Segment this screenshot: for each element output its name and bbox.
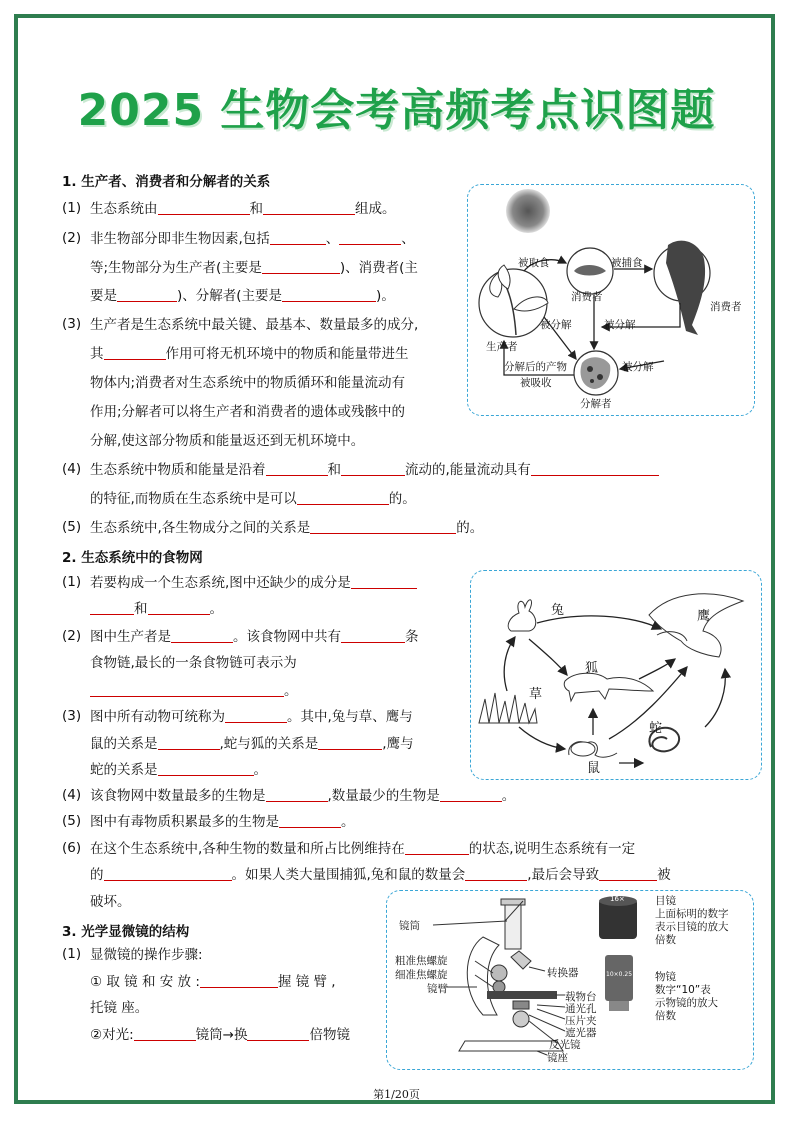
answer-blank[interactable] bbox=[158, 761, 254, 776]
answer-blank[interactable] bbox=[262, 259, 340, 274]
label-eaten: 被取食 bbox=[518, 257, 550, 269]
s2-q1-number: (1) bbox=[62, 574, 82, 590]
bird-icon bbox=[666, 241, 705, 335]
s2-q4-line: 该食物网中数量最多的生物是 ,数量最少的生物是 。 bbox=[90, 788, 516, 804]
label-decomposer: 分解者 bbox=[580, 398, 612, 410]
label-decomposed-3: 被分解 bbox=[622, 361, 654, 373]
label-arm: 镜臂 bbox=[427, 983, 448, 995]
s2-q6-number: (6) bbox=[62, 840, 82, 856]
answer-blank[interactable] bbox=[225, 708, 287, 723]
converter-icon bbox=[511, 951, 531, 969]
answer-blank[interactable] bbox=[279, 813, 341, 828]
s1-q2-line-2: 等;生物部分为生产者(主要是 )、消费者(主 bbox=[90, 260, 418, 276]
label-eagle: 鹰 bbox=[697, 609, 711, 624]
s1-q3-line-3: 物体内;消费者对生态系统中的物质循环和能量流动有 bbox=[90, 375, 406, 391]
s2-q2-line-1: 图中生产者是 。该食物网中共有 条 bbox=[90, 629, 419, 645]
label-fine-focus: 细准焦螺旋 bbox=[395, 969, 448, 981]
answer-blank[interactable] bbox=[104, 345, 166, 360]
answer-blank[interactable] bbox=[263, 200, 355, 215]
answer-blank[interactable] bbox=[310, 519, 456, 534]
eyepiece-note: 目镜 上面标明的数字 表示目镜的放大 倍数 bbox=[655, 895, 729, 946]
objective-note: 物镜 数字“10”表 示物镜的放大 倍数 bbox=[655, 971, 718, 1022]
s3-q1-line-3: 托镜 座。 bbox=[90, 1000, 149, 1016]
label-rabbit: 兔 bbox=[551, 603, 565, 618]
objective-mark: 10×0.25 bbox=[606, 971, 633, 978]
label-producer: 生产者 bbox=[486, 341, 518, 353]
answer-blank[interactable] bbox=[148, 600, 210, 615]
s2-q3-number: (3) bbox=[62, 708, 82, 724]
label-diaphragm: 遮光器 bbox=[565, 1027, 597, 1039]
mirror-icon bbox=[513, 1011, 529, 1027]
microscope-stage bbox=[487, 991, 557, 999]
s2-q4-number: (4) bbox=[62, 787, 82, 803]
fungi-icon bbox=[581, 357, 611, 389]
label-converter: 转换器 bbox=[547, 967, 579, 979]
rabbit-icon bbox=[508, 600, 536, 631]
s1-q3-number: (3) bbox=[62, 316, 82, 332]
answer-blank[interactable] bbox=[200, 973, 278, 988]
s2-q2-line-3: 。 bbox=[90, 682, 298, 700]
section-3-heading: 3. 光学显微镜的结构 bbox=[62, 924, 190, 940]
s1-q4-line-1: 生态系统中物质和能量是沿着 和 流动的,能量流动具有 bbox=[90, 461, 659, 479]
answer-blank[interactable] bbox=[247, 1026, 309, 1041]
s1-q5-number: (5) bbox=[62, 519, 82, 535]
label-coarse-focus: 粗准焦螺旋 bbox=[395, 955, 448, 967]
section-1-heading: 1. 生产者、消费者和分解者的关系 bbox=[62, 174, 271, 190]
s1-q4-number: (4) bbox=[62, 461, 82, 477]
answer-blank[interactable] bbox=[270, 230, 326, 245]
answer-blank[interactable] bbox=[339, 230, 401, 245]
answer-blank[interactable] bbox=[440, 787, 502, 802]
label-tube: 镜筒 bbox=[399, 920, 420, 932]
microscope-tube bbox=[505, 901, 521, 949]
label-clip: 压片夹 bbox=[565, 1015, 597, 1027]
label-decomposed-2: 被分解 bbox=[604, 319, 636, 331]
s3-q1-line-4: ②对光: 镜筒→换 倍物镜 bbox=[90, 1027, 350, 1043]
s2-q5-number: (5) bbox=[62, 813, 82, 829]
ecosystem-cycle-figure bbox=[467, 184, 755, 416]
answer-blank[interactable] bbox=[158, 735, 220, 750]
label-light-hole: 通光孔 bbox=[565, 1003, 597, 1015]
answer-blank[interactable] bbox=[531, 461, 659, 476]
page-number: 第1/20页 bbox=[373, 1088, 420, 1101]
s2-q1-line-2: 和 。 bbox=[90, 600, 223, 618]
s2-q2-line-2: 食物链,最长的一条食物链可表示为 bbox=[90, 655, 297, 671]
s2-q3-line-2: 鼠的关系是 ,蛇与狐的关系是 ,鹰与 bbox=[90, 736, 414, 752]
label-absorbed: 被吸收 bbox=[520, 377, 552, 389]
answer-blank[interactable] bbox=[266, 461, 328, 476]
fox-icon bbox=[564, 673, 653, 701]
s1-q3-line-5: 分解,使这部分物质和能量返还到无机环境中。 bbox=[90, 433, 365, 449]
section-2-heading: 2. 生态系统中的食物网 bbox=[62, 550, 203, 566]
eyepiece-mark: 16× bbox=[610, 895, 625, 903]
s2-q3-line-3: 蛇的关系是 。 bbox=[90, 762, 267, 778]
answer-blank[interactable] bbox=[90, 600, 134, 615]
objective-icon bbox=[605, 955, 633, 1001]
label-stage: 载物台 bbox=[565, 991, 597, 1003]
label-consumer-2: 消费者 bbox=[710, 301, 742, 313]
answer-blank[interactable] bbox=[171, 628, 233, 643]
answer-blank[interactable] bbox=[318, 735, 382, 750]
answer-blank[interactable] bbox=[297, 490, 389, 505]
s1-q3-line-2: 其 作用可将无机环境中的物质和能量带进生 bbox=[90, 346, 409, 362]
food-web-figure bbox=[470, 570, 762, 780]
eagle-icon bbox=[649, 594, 743, 657]
label-mirror: 反光镜 bbox=[549, 1039, 581, 1051]
answer-blank[interactable] bbox=[104, 866, 232, 881]
label-product: 分解后的产物 bbox=[504, 361, 567, 373]
s2-q6-line-2: 的 。如果人类大量围捕狐,兔和鼠的数量会 ,最后会导致 被 bbox=[90, 867, 671, 883]
page-title: 2025 生物会考高频考点识图题 bbox=[77, 85, 716, 136]
caterpillar-icon bbox=[574, 265, 606, 276]
label-snake: 蛇 bbox=[649, 721, 663, 736]
answer-blank[interactable] bbox=[465, 866, 527, 881]
s2-q6-line-1: 在这个生态系统中,各种生物的数量和所占比例维持在 的状态,说明生态系统有一定 bbox=[90, 841, 636, 857]
s1-q4-line-2: 的特征,而物质在生态系统中是可以 的。 bbox=[90, 491, 416, 507]
answer-blank[interactable] bbox=[158, 200, 250, 215]
label-grass: 草 bbox=[529, 687, 543, 702]
answer-blank[interactable] bbox=[341, 628, 405, 643]
answer-blank[interactable] bbox=[117, 287, 177, 302]
answer-blank[interactable] bbox=[90, 682, 284, 697]
s2-q5-line: 图中有毒物质积累最多的生物是 。 bbox=[90, 814, 355, 830]
answer-blank[interactable] bbox=[599, 866, 657, 881]
label-consumer-1: 消费者 bbox=[571, 291, 603, 303]
s2-q6-line-3: 破坏。 bbox=[90, 894, 131, 910]
s1-q1-line: 生态系统由 和 组成。 bbox=[90, 201, 396, 217]
label-mouse: 鼠 bbox=[587, 761, 601, 776]
s1-q2-line-3: 要是 )、分解者(主要是 )。 bbox=[90, 288, 395, 304]
s2-q3-line-1: 图中所有动物可统称为 。其中,兔与草、鹰与 bbox=[90, 709, 413, 725]
s1-q1-number: (1) bbox=[62, 200, 82, 216]
s1-q3-line-4: 作用;分解者可以将生产者和消费者的遗体或残骸中的 bbox=[90, 404, 406, 420]
answer-blank[interactable] bbox=[405, 840, 469, 855]
answer-blank[interactable] bbox=[341, 461, 405, 476]
s1-q3-line-1: 生产者是生态系统中最关键、最基本、数量最多的成分, bbox=[90, 317, 419, 333]
s2-q2-number: (2) bbox=[62, 628, 82, 644]
answer-blank[interactable] bbox=[282, 287, 376, 302]
label-caught: 被捕食 bbox=[611, 257, 643, 269]
s3-q1-line-1: 显微镜的操作步骤: bbox=[90, 947, 203, 963]
label-decomposed-1: 被分解 bbox=[540, 319, 572, 331]
sun-icon bbox=[506, 189, 550, 233]
s3-q1-number: (1) bbox=[62, 946, 82, 962]
label-base: 镜座 bbox=[547, 1052, 568, 1064]
s1-q2-line-1: 非生物部分即非生物因素,包括 、 、 bbox=[90, 231, 415, 247]
s2-q1-line-1: 若要构成一个生态系统,图中还缺少的成分是 bbox=[90, 574, 417, 592]
s1-q5-line: 生态系统中,各生物成分之间的关系是 的。 bbox=[90, 520, 484, 536]
answer-blank[interactable] bbox=[266, 787, 328, 802]
answer-blank[interactable] bbox=[351, 574, 417, 589]
food-web-diagram bbox=[471, 571, 760, 778]
label-fox: 狐 bbox=[585, 661, 599, 676]
answer-blank[interactable] bbox=[134, 1026, 196, 1041]
s1-q2-number: (2) bbox=[62, 230, 82, 246]
microscope-figure bbox=[386, 890, 754, 1070]
s3-q1-line-2: ① 取 镜 和 安 放 : 握 镜 臂 , bbox=[90, 974, 336, 990]
